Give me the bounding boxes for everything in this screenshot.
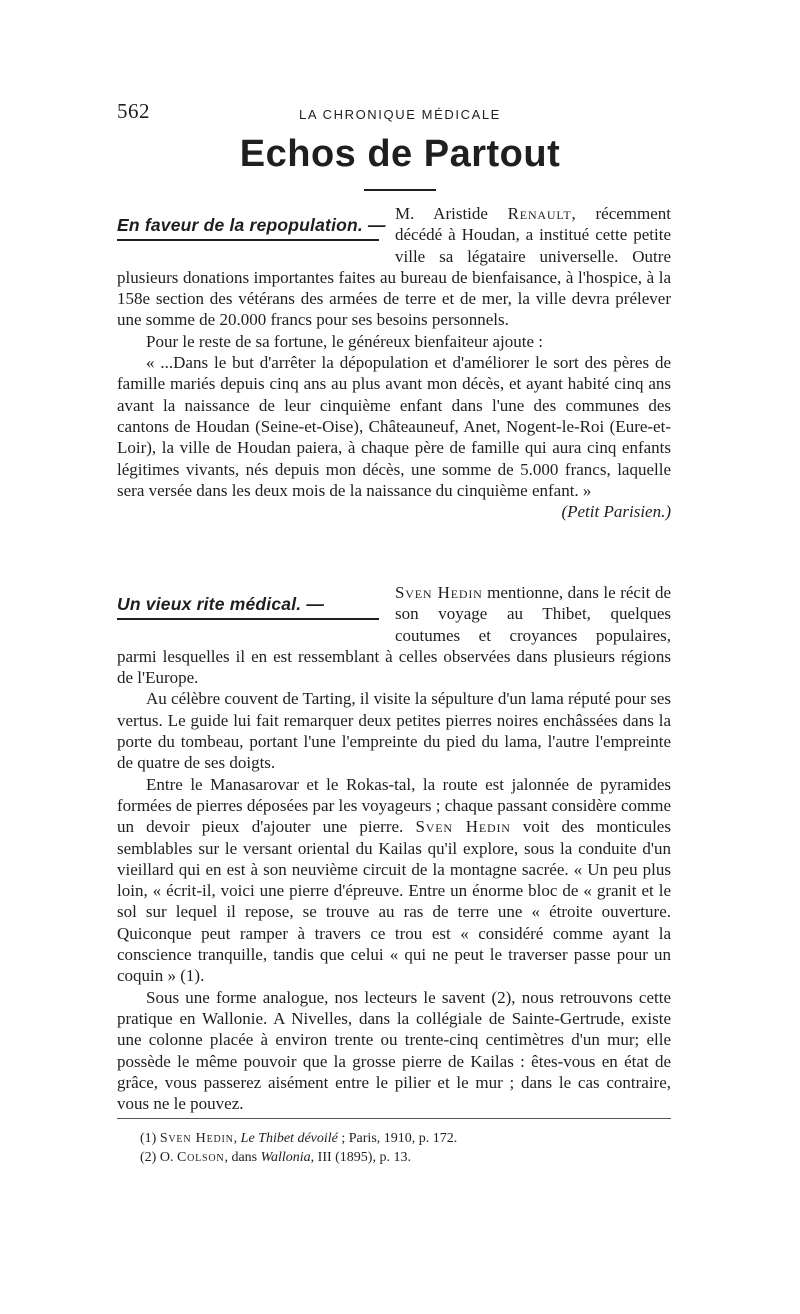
- running-head: LA CHRONIQUE MÉDICALE: [299, 107, 501, 122]
- page-title: Echos de Partout: [239, 133, 561, 175]
- paragraph: Pour le reste de sa fortune, le généreux bienfaiteur ajoute :: [146, 331, 543, 351]
- footnote: [140, 1148, 457, 1167]
- paragraph: [117, 774, 671, 987]
- person-name: Sven Hedin: [415, 817, 511, 837]
- paragraph: Sous une forme analogue, nos lecteurs le savent (2), nous retrouvons cette pratique en Wallonie. A Nivelles, dans la collégiale de Sainte-Gertrude, existe une colonne placée à environ trente ou trente-cinq centimètres d'un mur; elle possède le même pouvoir que la grosse pierre de Kailas : êtes-vous en état de grâce, vous passerez aisément entre le pilier et le mur ; dans le cas contraire, vous ne le pouvez.: [117, 987, 671, 1114]
- footnote: [140, 1129, 457, 1148]
- footnote-number: (1): [140, 1131, 160, 1146]
- footnote-work: Le Thibet dévoilé: [240, 1131, 338, 1146]
- text-run: ,: [233, 1131, 241, 1146]
- section-heading-block: [117, 582, 387, 628]
- footnote-author: Colson: [176, 1150, 225, 1165]
- person-name: Renault: [507, 204, 572, 223]
- section-repopulation: [117, 203, 671, 522]
- quotation-paragraph: [117, 352, 671, 522]
- heading-underline: [117, 239, 379, 241]
- text-run: , III (1895), p. 13.: [310, 1150, 411, 1165]
- text-run: mentionne, dans le récit de son voyage au Thibet, quelques coutumes et croyances populaires, parmi lesquelles il en est ressemblant à celles observées dans plusieurs régions de l'Europe.: [117, 583, 671, 688]
- source-citation: (Petit Parisien.): [561, 502, 671, 522]
- page-number: 562: [117, 99, 150, 123]
- footnotes: [140, 1129, 457, 1167]
- text-run: Entre le Manasarovar et le Rokas-tal, la route est jalonnée de pyramides formées de pierres déposées par les voyageurs ; chaque passant considère comme un devoir pieux d'ajouter une pierre.: [117, 774, 671, 837]
- text-run: ; Paris, 1910, p. 172.: [337, 1131, 458, 1146]
- heading-underline: [117, 618, 379, 620]
- person-name: Sven Hedin: [395, 583, 483, 602]
- quotation-text: « ...Dans le but d'arrêter la dépopulation et d'améliorer le sort des pères de famille mariés depuis cinq ans au plus avant mon décès, et ayant habité cinq ans avant la naissance de leur cinquième enfant dans l'une des communes des cantons de Houdan (Seine-et-Oise), Châteauneuf, Anet, Nogent-le-Roi (Eure-et-Loir), la ville de Houdan paiera, à chaque père de famille qui aura cinq enfants légitimes vivants, nés depuis mon décès, une somme de 5.000 francs, laquelle sera versée dans les deux mois de la naissance du cinquième enfant. »: [117, 353, 671, 500]
- text-run: , récemment décédé à Houdan, a institué cette petite ville sa légataire universelle. Outre plusieurs donations importantes faites au bureau de bienfaisance, à l'hospice, à la 158e section des vétérans des armées de terre et de mer, la ville devra prélever une somme de 20.000 francs pour ses besoins personnels.: [117, 204, 671, 330]
- footnote-author: Sven Hedin: [159, 1131, 234, 1146]
- footnote-rule: [117, 1118, 671, 1119]
- footnote-work: Wallonia: [260, 1150, 311, 1165]
- text-run: M. Aristide: [395, 204, 508, 223]
- section-vieux-rite: [117, 582, 671, 1114]
- section-heading: En faveur de la repopulation. —: [117, 215, 386, 235]
- title-rule: [364, 189, 436, 191]
- section-heading: Un vieux rite médical. —: [117, 594, 325, 614]
- text-run: voit des monticules semblables sur le versant oriental du Kailas qu'il explore, sous la conduite d'un vieillard qui en est à son neuvième circuit de la montagne sacrée. « Un peu plus loin, « écrit-il, voici une pierre d'épreuve. Entre un énorme bloc de « granit et le sol sur lequel il repose, se trouve au ras de terre une « étroite ouverture. Quiconque peut ramper à travers ce trou est « considéré comme ayant la conscience tranquille, tandis que celui « qui ne peut le traverser passe pour un coquin » (1).: [117, 817, 671, 986]
- paragraph: Au célèbre couvent de Tarting, il visite la sépulture d'un lama réputé pour ses vertus. Le guide lui fait remarquer deux petites pierres noires enchâssées dans la porte du tombeau, portant l'une l'empreinte du pied du lama, l'autre l'empreinte de quatre de ses doigts.: [117, 689, 671, 773]
- section-heading-block: [117, 203, 387, 249]
- footnote-number: (2): [140, 1150, 160, 1165]
- text-run: , dans: [224, 1150, 261, 1165]
- text-run: O.: [159, 1150, 177, 1165]
